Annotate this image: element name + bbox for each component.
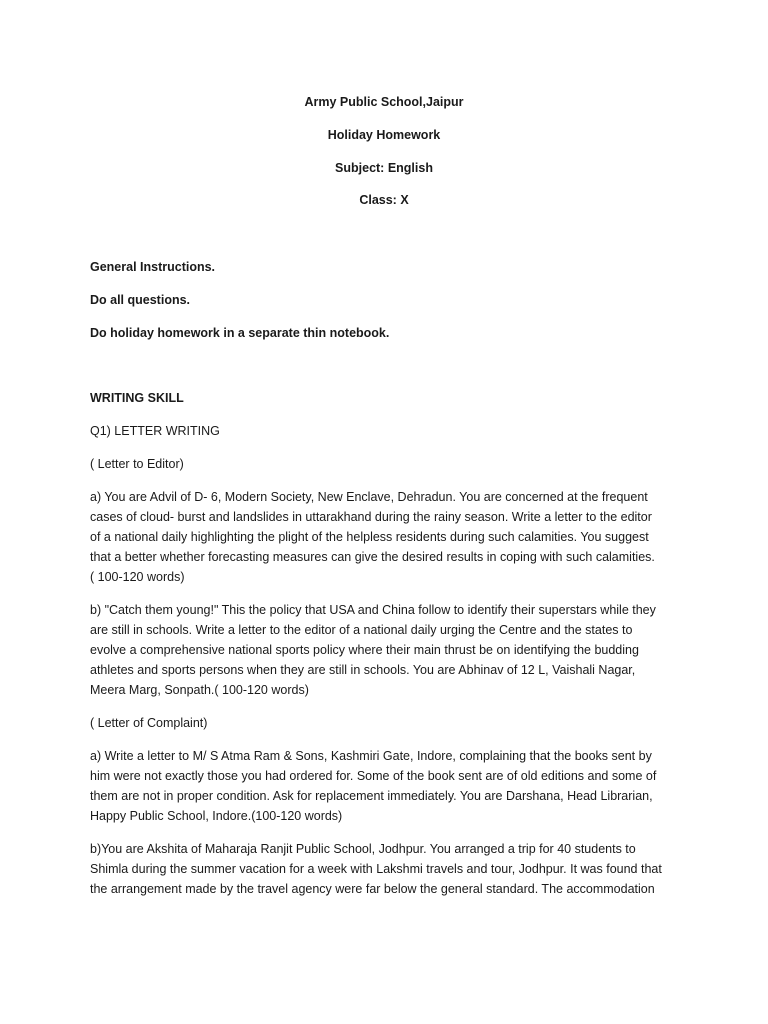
paragraph-line: Shimla during the summer vacation for a week with Lakshmi travels and tour, Jodhpur. It was found that: [90, 862, 662, 876]
paragraph-line: them are not in proper condition. Ask for replacement immediately. You are Darshana, Head Librarian,: [90, 789, 653, 803]
question-heading: Q1) LETTER WRITING: [90, 424, 220, 438]
class-line: Class: X: [359, 193, 409, 207]
paragraph-line: him were not exactly those you had ordered for. Some of the book sent are of old editions and some of: [90, 769, 657, 783]
paragraph-line: ( 100-120 words): [90, 570, 185, 584]
instructions-heading: General Instructions.: [90, 260, 216, 274]
paragraph-line: Meera Marg, Sonpath.( 100-120 words): [90, 683, 309, 697]
paragraph-line: cases of cloud- burst and landslides in uttarakhand during the rainy season. Write a letter to the editor: [90, 510, 652, 524]
instruction-item: Do all questions.: [90, 293, 191, 307]
paragraph-line: Happy Public School, Indore.(100-120 words): [90, 809, 343, 823]
subsection-heading: ( Letter of Complaint): [90, 716, 208, 730]
paragraph-line: athletes and sports persons when they are still in schools. You are Abhinav of 12 L, Vaishali Nagar,: [90, 663, 636, 677]
paragraph-line: are still in schools. Write a letter to the editor of a national daily urging the Centre and the states to: [90, 623, 633, 637]
paragraph-line: of a national daily highlighting the plight of the helpless residents during such calamities. You suggest: [90, 530, 649, 544]
paragraph-line: evolve a comprehensive national sports policy where their main thrust be on identifying the budding: [90, 643, 639, 657]
paragraph-line: b)You are Akshita of Maharaja Ranjit Public School, Jodhpur. You arranged a trip for 40 students to: [90, 842, 636, 856]
paragraph-line: that a better whether forecasting measures can give the desired results in coping with such calamities.: [90, 550, 655, 564]
subsection-heading: ( Letter to Editor): [90, 457, 184, 471]
paragraph-line: a) You are Advil of D- 6, Modern Society, New Enclave, Dehradun. You are concerned at the frequent: [90, 490, 648, 504]
subject-line: Subject: English: [335, 161, 433, 175]
instruction-item: Do holiday homework in a separate thin notebook.: [90, 326, 390, 340]
paragraph-line: b) "Catch them young!" This the policy that USA and China follow to identify their superstars while they: [90, 603, 656, 617]
document-title: Holiday Homework: [327, 128, 441, 142]
paragraph-line: a) Write a letter to M/ S Atma Ram & Sons, Kashmiri Gate, Indore, complaining that the books sent by: [90, 749, 652, 763]
school-name: Army Public School,Jaipur: [304, 95, 464, 109]
section-heading: WRITING SKILL: [90, 391, 184, 405]
paragraph-line: the arrangement made by the travel agency were far below the general standard. The accommodation: [90, 882, 655, 896]
